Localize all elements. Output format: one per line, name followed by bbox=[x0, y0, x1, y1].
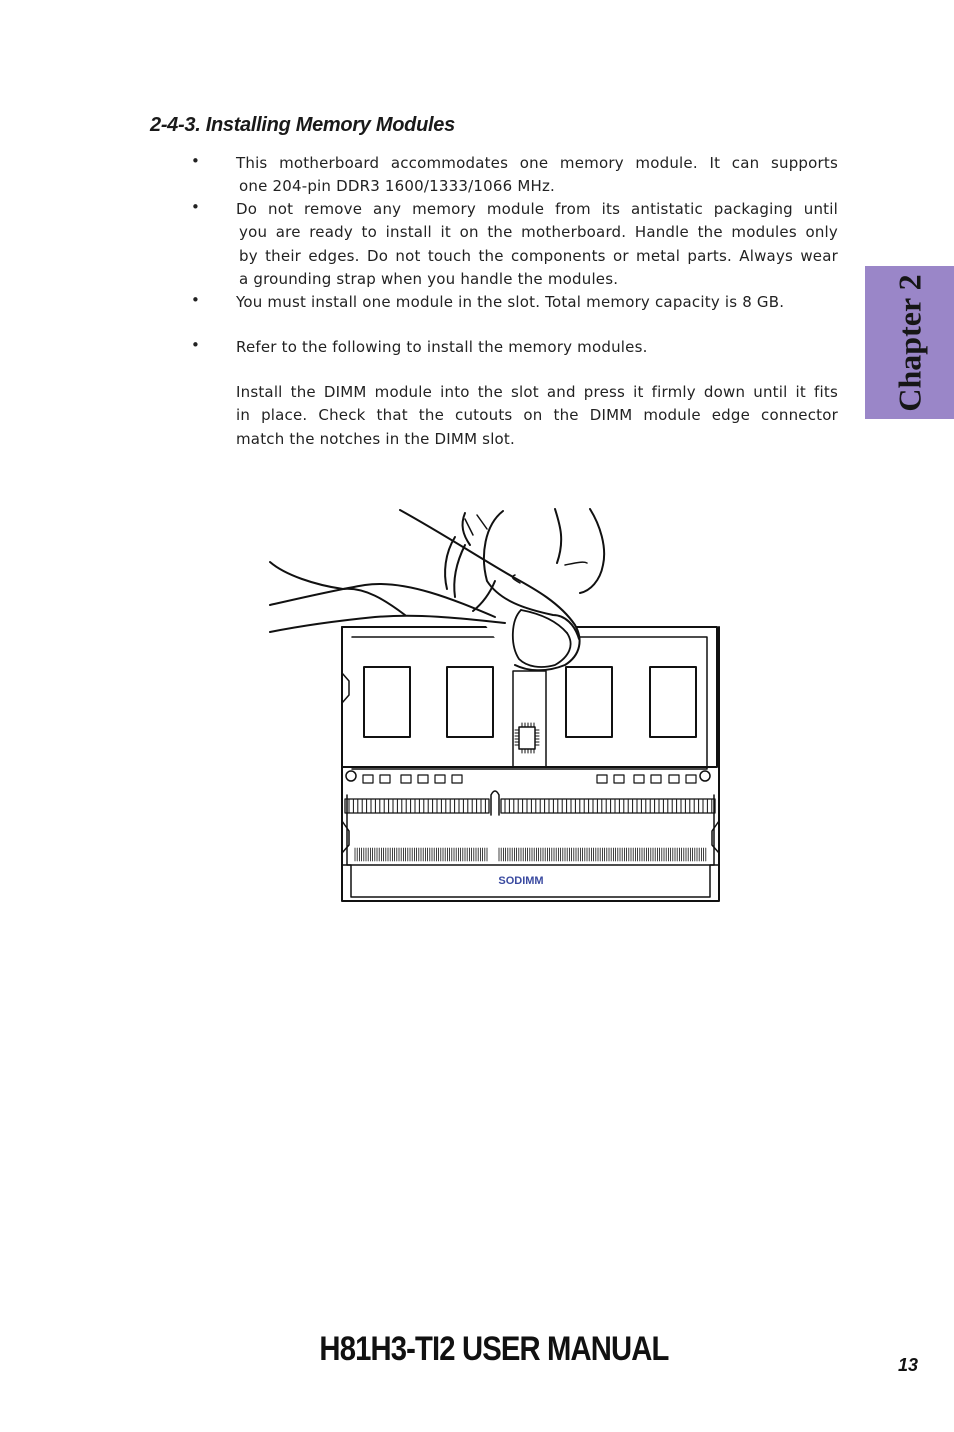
chapter-tab-label: Chapter 2 bbox=[891, 273, 927, 412]
module-pad bbox=[452, 775, 462, 783]
module-pad bbox=[669, 775, 679, 783]
module-pad bbox=[614, 775, 624, 783]
page-number: 13 bbox=[898, 1355, 919, 1375]
bullet-marker: • bbox=[191, 291, 200, 309]
instruction-paragraph bbox=[236, 381, 838, 451]
module-pad bbox=[418, 775, 428, 783]
bullet-4-line-1: Refer to the following to install the memory modules. bbox=[236, 338, 648, 356]
bullet-marker: • bbox=[191, 198, 200, 216]
hand-illustration bbox=[270, 509, 604, 670]
bullet-1-line-1: This motherboard accommodates one memory module. It can supports bbox=[236, 154, 838, 172]
slot-contacts-upper bbox=[345, 799, 715, 813]
bullet-2-line-4: a grounding strap when you handle the modules. bbox=[239, 270, 619, 289]
bullet-text-3 bbox=[236, 291, 838, 314]
section-title: 2-4-3. Installing Memory Modules bbox=[150, 114, 455, 136]
instruction-line-3: match the notches in the DIMM slot. bbox=[236, 429, 515, 448]
module-pad bbox=[634, 775, 644, 783]
instruction-line-2: in place. Check that the cutouts on the DIMM module edge connector bbox=[236, 406, 838, 425]
bullet-3-line-1: You must install one module in the slot. Total memory capacity is 8 GB. bbox=[236, 293, 785, 311]
sodimm-illustration bbox=[265, 505, 725, 910]
module-pad bbox=[651, 775, 661, 783]
bullet-marker: • bbox=[191, 152, 200, 170]
bullet-text-4 bbox=[236, 336, 838, 359]
module-pad bbox=[363, 775, 373, 783]
module-pad bbox=[401, 775, 411, 783]
bullet-marker: • bbox=[191, 336, 200, 354]
sodimm-label: SODIMM bbox=[498, 875, 544, 887]
bullet-2-line-1: Do not remove any memory module from its antistatic packaging until bbox=[236, 200, 838, 218]
module-pad bbox=[597, 775, 607, 783]
module-pad bbox=[380, 775, 390, 783]
bullet-2-line-3: by their edges. Do not touch the components or metal parts. Always wear bbox=[239, 246, 838, 265]
manual-title: H81H3-TI2 USER MANUAL bbox=[319, 1330, 669, 1368]
chapter-tab[interactable] bbox=[865, 266, 954, 419]
bullet-text-2 bbox=[236, 198, 838, 292]
instruction-line-1: Install the DIMM module into the slot and press it firmly down until it fits bbox=[236, 383, 838, 401]
slot-contacts-lower bbox=[355, 848, 706, 861]
bullet-2-line-2: you are ready to install it on the motherboard. Handle the modules only bbox=[239, 223, 838, 242]
sodimm-installation-figure bbox=[265, 505, 725, 910]
bullet-1-line-2: one 204-pin DDR3 1600/1333/1066 MHz. bbox=[239, 177, 555, 196]
contact-strip bbox=[501, 799, 715, 813]
module-pad bbox=[435, 775, 445, 783]
module-pad bbox=[686, 775, 696, 783]
bullet-text-1 bbox=[236, 152, 838, 199]
